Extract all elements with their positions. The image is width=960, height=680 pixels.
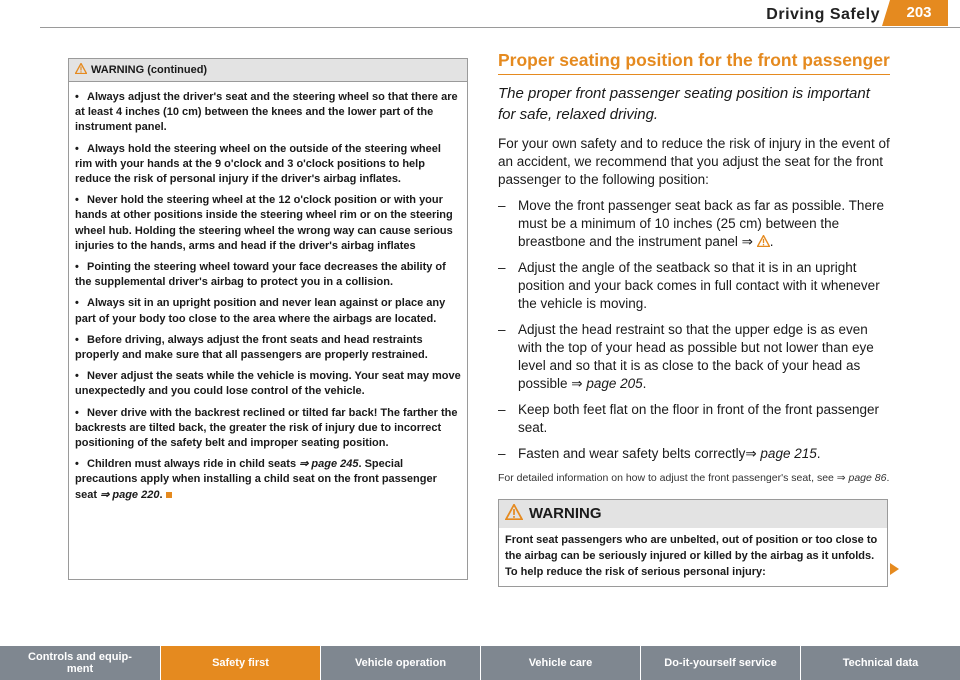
warning-item: • Before driving, always adjust the front seats and head restraints properly and make sure that all passengers are properly restrained. bbox=[75, 333, 428, 362]
warning-item-last: • Children must always ride in child seats ⇒ page 245. Special precautions apply when installing a child seat on the front passenger seat ⇒ page 220. bbox=[75, 458, 437, 501]
page-ref-link[interactable]: page 86 bbox=[848, 472, 887, 484]
section-intro: The proper front passenger seating position is important for safe, relaxed driving. bbox=[498, 85, 870, 123]
tab-vehicle-care[interactable]: Vehicle care bbox=[481, 646, 641, 680]
warning-heading bbox=[499, 500, 887, 528]
warning-body: Front seat passengers who are unbelted, out of position or too close to the airbag can be seriously injured or killed by the airbag as it unfolds. To help reduce the risk of serious personal injury: bbox=[505, 534, 878, 578]
list-item: – Adjust the angle of the seatback so that it is in an upright position and your back comes in full contact with it whenever the vehicle is moving. bbox=[498, 260, 880, 311]
detail-note: For detailed information on how to adjust the front passenger's seat, see ⇒ page 86. bbox=[498, 472, 890, 484]
warning-item: • Never hold the steering wheel at the 12 o'clock position or with your hands at other positions inside the steering wheel rim or on the steering wheel hub. Holding the steering wheel the wrong way can cause serious injuries to the hands, arms and head if the driver's airbag inflates bbox=[75, 194, 453, 252]
warning-triangle-icon bbox=[75, 63, 87, 74]
warning-heading-text: WARNING (continued) bbox=[91, 64, 208, 76]
list-item: – Adjust the head restraint so that the upper edge is as even with the top of your head as possible but not lower than eye level and so that it is as close to the back of your head as possible ⇒ page 205. bbox=[498, 322, 874, 391]
list-item: – Fasten and wear safety belts correctly⇒ page 215. bbox=[498, 446, 821, 461]
page-number: 203 bbox=[890, 0, 948, 26]
list-item: – Keep both feet flat on the floor in front of the front passenger seat. bbox=[498, 402, 879, 435]
page-ref-link[interactable]: ⇒ page 220 bbox=[100, 488, 160, 501]
warning-item: • Always sit in an upright position and never lean against or place any part of your body too close to the area where the airbags are located. bbox=[75, 297, 446, 325]
page-ref-link[interactable]: page 215 bbox=[760, 446, 817, 461]
section-end-marker bbox=[166, 492, 172, 498]
header-rule bbox=[40, 27, 960, 28]
warning-item: • Always hold the steering wheel on the outside of the steering wheel rim with your hands at the 9 o'clock and 3 o'clock positions to help reduce the risk of personal injury if the driver's airbag inflates. bbox=[75, 142, 441, 186]
page-header bbox=[0, 0, 960, 40]
warning-item: • Never adjust the seats while the vehicle is moving. Your seat may move unexpectedly and you could lose control of the vehicle. bbox=[75, 370, 461, 398]
chapter-nav bbox=[0, 646, 960, 680]
tab-safety-first[interactable]: Safety first bbox=[161, 646, 321, 680]
tab-technical-data[interactable]: Technical data bbox=[801, 646, 960, 680]
warning-item: • Always adjust the driver's seat and the steering wheel so that there are at least 4 inches (10 cm) between the knees and the lower part of the instrument panel. bbox=[75, 91, 458, 134]
tab-controls-equipment[interactable]: Controls and equip- ment bbox=[0, 646, 161, 680]
right-column bbox=[498, 50, 890, 587]
list-item: – Move the front passenger seat back as far as possible. There must be a minimum of 10 inches (25 cm) between the breastbone and the instrument panel ⇒ . bbox=[498, 198, 884, 249]
warning-box-continued bbox=[68, 58, 468, 580]
warning-triangle-icon bbox=[505, 504, 523, 520]
section-paragraph: For your own safety and to reduce the risk of injury in the event of an accident, we recommend that you adjust the seat for the front passenger to the following position: bbox=[498, 136, 890, 187]
warning-item: • Never drive with the backrest reclined or tilted far back! The farther the backrests are tilted back, the greater the risk of injury due to incorrect positioning of the safety belt and improper seating position. bbox=[75, 406, 458, 450]
page-ref-link[interactable]: ⇒ page 245 bbox=[299, 458, 359, 471]
tab-diy-service[interactable]: Do-it-yourself service bbox=[641, 646, 801, 680]
continued-arrow-icon bbox=[890, 563, 899, 575]
section-title: Proper seating position for the front passenger bbox=[498, 50, 890, 75]
warning-items bbox=[69, 82, 467, 503]
warning-box bbox=[498, 499, 888, 587]
page-ref-link[interactable]: page 205 bbox=[586, 376, 643, 391]
running-title: Driving Safely bbox=[766, 6, 880, 23]
warning-item: • Pointing the steering wheel toward your face decreases the ability of the supplemental driver's airbag to protect you in a collision. bbox=[75, 261, 446, 289]
warning-triangle-icon bbox=[757, 235, 770, 247]
tab-vehicle-operation[interactable]: Vehicle operation bbox=[321, 646, 481, 680]
warning-heading bbox=[69, 59, 467, 82]
warning-heading-text: WARNING bbox=[529, 505, 602, 522]
